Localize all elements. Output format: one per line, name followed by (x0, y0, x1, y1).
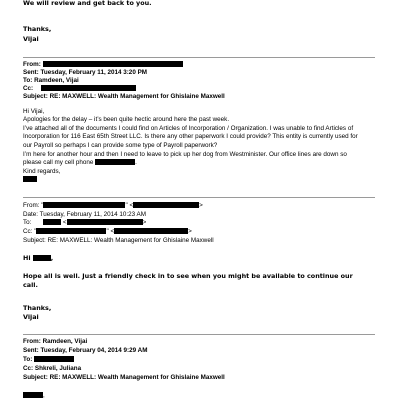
email1-greeting: Hi Vijai, (23, 108, 45, 115)
email3-cc: Cc: Shkreli, Juliana (23, 365, 82, 372)
reply-signature: Vijai (23, 35, 39, 43)
redaction (41, 85, 136, 91)
redaction (33, 255, 51, 261)
header-divider (23, 57, 375, 58)
email1-body-line: our Payroll so perhaps I can provide some type of Payroll paperwork? (23, 142, 218, 149)
reply-closing: Thanks, (23, 25, 52, 33)
email2-to: To: < > (23, 219, 147, 226)
email1-body-line: I’ve attached all of the documents I could find on Articles of Incorporation / Organization. I was unable to find Articles of (23, 125, 354, 132)
email1-from: From: (23, 60, 183, 69)
email1-body-line: Apologies for the delay – it’s been quite hectic around here the past week. (23, 116, 230, 123)
email2-closing: Thanks, (23, 304, 52, 312)
redaction (23, 176, 37, 182)
redaction (67, 219, 143, 225)
email1-signature (23, 175, 37, 184)
email2-body-line: call. (23, 281, 38, 289)
email3-subject: Subject: RE: MAXWELL: Wealth Management for Ghislaine Maxwell (23, 374, 225, 381)
email2-signature: Vijai (23, 313, 39, 321)
reply-line: We will review and get back to you. (23, 0, 152, 7)
email2-cc: Cc: " " < > (23, 228, 192, 235)
redaction (23, 392, 43, 398)
redaction (43, 61, 183, 67)
header-divider (23, 334, 375, 335)
email1-cc: Cc: (23, 84, 136, 93)
email2-body-line: Hope all is well. Just a friendly check in to see when you might be available to continue our (23, 272, 353, 280)
email1-subject: Subject: RE: MAXWELL: Wealth Management for Ghislaine Maxwell (23, 93, 225, 100)
redaction (95, 159, 135, 165)
email2-subject: Subject: RE: MAXWELL: Wealth Management for Ghislaine Maxwell (23, 237, 214, 244)
redaction (114, 228, 188, 234)
email3-from: From: Ramdeen, Vijai (23, 338, 88, 345)
redaction (133, 202, 199, 208)
redaction (36, 228, 106, 234)
email1-sign-off: Kind regards, (23, 168, 61, 175)
email2-date: Date: Tuesday, February 11, 2014 10:23 AM (23, 211, 146, 218)
redaction (43, 219, 61, 225)
email3-to: To: (23, 355, 74, 364)
email1-body-line: Incorporation for 116 East 65th Street LLC. Is there any other paperwork I could provide? This entity is currently used for (23, 133, 358, 140)
email1-body-line: please call my cell phone . (23, 159, 137, 166)
email3-sent: Sent: Tuesday, February 04, 2014 9:29 AM (23, 347, 148, 354)
email1-sent: Sent: Tuesday, February 11, 2014 3:20 PM (23, 69, 148, 76)
redaction (34, 356, 74, 362)
email2-greeting: Hi , (23, 254, 54, 262)
email2-from: From: " " < > (23, 202, 203, 209)
redaction (43, 202, 125, 208)
email3-greeting: , (23, 391, 45, 400)
email1-to: To: Ramdeen, Vijai (23, 77, 79, 84)
email1-body-line: I’m here for another hour and then I need to leave to pick up her dog from Westminister. Our office lines are down so (23, 151, 347, 158)
header-divider (23, 197, 375, 198)
